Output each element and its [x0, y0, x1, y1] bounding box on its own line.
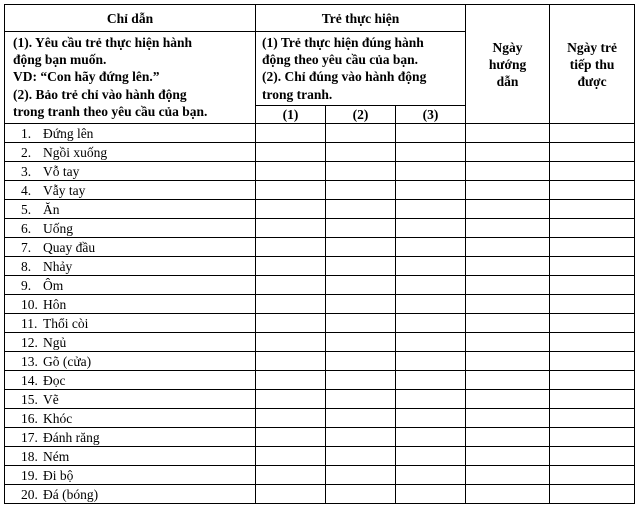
table-row [5, 143, 635, 162]
entry-cell[interactable] [256, 390, 326, 409]
table-row [5, 238, 635, 257]
table-row [5, 352, 635, 371]
entry-cell[interactable] [466, 143, 550, 162]
instruction-line: (1). Yêu cầu trẻ thực hiện hành [13, 35, 192, 50]
instruction-line: (2). Bảo trẻ chỉ vào hành động [13, 86, 187, 102]
table-row [5, 162, 635, 181]
entry-cell[interactable] [326, 181, 396, 200]
item-number: 20. [21, 486, 38, 502]
action-label-cell [5, 276, 256, 295]
item-number: 15. [21, 391, 38, 407]
action-label-cell [5, 333, 256, 352]
date-received-header [550, 5, 635, 124]
entry-cell[interactable] [466, 257, 550, 276]
entry-cell[interactable] [256, 466, 326, 485]
table-row [5, 466, 635, 485]
entry-cell[interactable] [396, 428, 466, 447]
entry-cell[interactable] [256, 371, 326, 390]
item-label: Đọc [43, 372, 66, 388]
entry-cell[interactable] [396, 276, 466, 295]
entry-cell[interactable] [256, 428, 326, 447]
item-label: Ném [43, 448, 70, 464]
table-row [5, 390, 635, 409]
action-label-cell [5, 409, 256, 428]
item-label: Ăn [43, 201, 60, 217]
table-row [5, 124, 635, 143]
entry-cell[interactable] [326, 428, 396, 447]
entry-cell[interactable] [256, 162, 326, 181]
entry-cell[interactable] [396, 314, 466, 333]
item-rows [5, 124, 635, 504]
entry-cell[interactable] [550, 162, 635, 181]
action-label-cell [5, 314, 256, 333]
item-label: Đánh răng [43, 429, 100, 445]
entry-cell[interactable] [550, 333, 635, 352]
table-row [5, 485, 635, 504]
entry-cell[interactable] [326, 371, 396, 390]
item-number: 11. [21, 315, 38, 331]
entry-cell[interactable] [466, 162, 550, 181]
entry-cell[interactable] [256, 295, 326, 314]
child-line: (2). Chỉ đúng vào hành động [262, 69, 427, 85]
action-label-cell [5, 200, 256, 219]
entry-cell[interactable] [550, 352, 635, 371]
entry-cell[interactable] [326, 219, 396, 238]
checklist-table [4, 4, 635, 504]
entry-cell[interactable] [326, 200, 396, 219]
item-label: Uống [43, 220, 73, 236]
item-number: 19. [21, 467, 38, 483]
entry-cell[interactable] [550, 314, 635, 333]
instruction-line: VD: “Con hãy đứng lên.” [13, 69, 160, 85]
entry-cell[interactable] [396, 409, 466, 428]
item-number: 9. [21, 277, 32, 293]
table-row [5, 371, 635, 390]
entry-cell[interactable] [256, 409, 326, 428]
entry-cell[interactable] [466, 314, 550, 333]
entry-cell[interactable] [550, 143, 635, 162]
entry-cell[interactable] [396, 238, 466, 257]
subcolumn-3: (3) [396, 106, 466, 124]
item-label: Vỗ tay [43, 163, 80, 179]
entry-cell[interactable] [550, 390, 635, 409]
table-row [5, 428, 635, 447]
item-number: 16. [21, 410, 38, 426]
item-number: 2. [21, 144, 32, 160]
action-label-cell [5, 181, 256, 200]
entry-cell[interactable] [550, 276, 635, 295]
item-label: Gõ (cửa) [43, 353, 92, 369]
entry-cell[interactable] [256, 314, 326, 333]
entry-cell[interactable] [466, 352, 550, 371]
child-line: động theo yêu cầu của bạn. [262, 52, 419, 68]
entry-cell[interactable] [396, 219, 466, 238]
table-row [5, 276, 635, 295]
entry-cell[interactable] [326, 333, 396, 352]
entry-cell[interactable] [326, 466, 396, 485]
item-label: Quay đầu [43, 239, 96, 255]
item-number: 1. [21, 125, 32, 141]
entry-cell[interactable] [396, 333, 466, 352]
entry-cell[interactable] [466, 181, 550, 200]
entry-cell[interactable] [466, 409, 550, 428]
entry-cell[interactable] [396, 295, 466, 314]
item-number: 10. [21, 296, 38, 312]
item-number: 6. [21, 220, 32, 236]
entry-cell[interactable] [396, 200, 466, 219]
entry-cell[interactable] [326, 238, 396, 257]
entry-cell[interactable] [326, 257, 396, 276]
entry-cell[interactable] [256, 333, 326, 352]
item-label: Hôn [43, 296, 67, 312]
item-number: 14. [21, 372, 38, 388]
table-row [5, 295, 635, 314]
child-performs-header: Trẻ thực hiện [256, 5, 466, 32]
entry-cell[interactable] [550, 485, 635, 504]
action-label-cell [5, 143, 256, 162]
item-number: 12. [21, 334, 38, 350]
entry-cell[interactable] [256, 181, 326, 200]
table-row [5, 219, 635, 238]
instruction-line: động bạn muốn. [13, 52, 107, 68]
item-label: Thổi còi [43, 315, 89, 331]
entry-cell[interactable] [256, 447, 326, 466]
date-guided-line: Ngày [492, 39, 523, 55]
subcolumn-1: (1) [256, 106, 326, 124]
child-line: trong tranh. [262, 86, 333, 102]
header-row [5, 5, 635, 32]
entry-cell[interactable] [256, 485, 326, 504]
entry-cell[interactable] [256, 219, 326, 238]
entry-cell[interactable] [550, 200, 635, 219]
entry-cell[interactable] [466, 200, 550, 219]
date-received-line: được [577, 73, 607, 89]
entry-cell[interactable] [550, 371, 635, 390]
entry-cell[interactable] [466, 466, 550, 485]
action-label-cell [5, 466, 256, 485]
entry-cell[interactable] [326, 485, 396, 504]
entry-cell[interactable] [550, 428, 635, 447]
item-label: Đá (bóng) [43, 486, 99, 502]
item-label: Vẽ [43, 391, 59, 407]
table-row [5, 200, 635, 219]
entry-cell[interactable] [466, 219, 550, 238]
date-guided-line: hướng [488, 56, 527, 72]
instruction-description [5, 32, 256, 124]
entry-cell[interactable] [396, 124, 466, 143]
entry-cell[interactable] [396, 181, 466, 200]
action-label-cell [5, 257, 256, 276]
table-row [5, 314, 635, 333]
instruction-line: trong tranh theo yêu cầu của bạn. [13, 103, 208, 119]
entry-cell[interactable] [396, 143, 466, 162]
entry-cell[interactable] [550, 219, 635, 238]
entry-cell[interactable] [326, 314, 396, 333]
item-label: Đứng lên [43, 125, 94, 141]
entry-cell[interactable] [396, 371, 466, 390]
date-received-line: Ngày trẻ [567, 39, 617, 55]
action-label-cell [5, 352, 256, 371]
entry-cell[interactable] [466, 371, 550, 390]
entry-cell[interactable] [396, 447, 466, 466]
table-row [5, 257, 635, 276]
entry-cell[interactable] [396, 390, 466, 409]
entry-cell[interactable] [466, 333, 550, 352]
date-guided-line: dẫn [496, 73, 519, 89]
entry-cell[interactable] [466, 428, 550, 447]
action-label-cell [5, 485, 256, 504]
item-label: Ôm [43, 277, 64, 293]
action-label-cell [5, 371, 256, 390]
action-label-cell [5, 124, 256, 143]
item-label: Nhảy [43, 258, 73, 274]
action-label-cell [5, 428, 256, 447]
item-label: Vẫy tay [43, 182, 86, 198]
item-label: Ngồi xuống [43, 144, 108, 160]
action-label-cell [5, 162, 256, 181]
item-label: Khóc [43, 410, 73, 426]
entry-cell[interactable] [326, 162, 396, 181]
entry-cell[interactable] [550, 295, 635, 314]
entry-cell[interactable] [550, 466, 635, 485]
entry-cell[interactable] [396, 485, 466, 504]
entry-cell[interactable] [256, 276, 326, 295]
date-received-line: tiếp thu [569, 56, 615, 72]
action-label-cell [5, 219, 256, 238]
table-row [5, 181, 635, 200]
table-row [5, 447, 635, 466]
entry-cell[interactable] [550, 447, 635, 466]
entry-cell[interactable] [466, 124, 550, 143]
entry-cell[interactable] [256, 124, 326, 143]
entry-cell[interactable] [466, 276, 550, 295]
action-label-cell [5, 447, 256, 466]
child-line: (1) Trẻ thực hiện đúng hành [262, 35, 424, 50]
entry-cell[interactable] [326, 124, 396, 143]
child-description [256, 32, 466, 106]
entry-cell[interactable] [466, 390, 550, 409]
entry-cell[interactable] [550, 181, 635, 200]
date-guided-header [466, 5, 550, 124]
entry-cell[interactable] [466, 447, 550, 466]
item-label: Ngủ [43, 334, 67, 350]
action-label-cell [5, 390, 256, 409]
entry-cell[interactable] [550, 257, 635, 276]
entry-cell[interactable] [256, 143, 326, 162]
instruction-header: Chỉ dẫn [5, 5, 256, 32]
entry-cell[interactable] [396, 352, 466, 371]
entry-cell[interactable] [550, 409, 635, 428]
entry-cell[interactable] [256, 352, 326, 371]
item-number: 17. [21, 429, 38, 445]
item-number: 3. [21, 163, 32, 179]
entry-cell[interactable] [550, 124, 635, 143]
entry-cell[interactable] [396, 162, 466, 181]
item-number: 13. [21, 353, 38, 369]
table-row [5, 409, 635, 428]
entry-cell[interactable] [326, 143, 396, 162]
item-label: Đi bộ [43, 467, 74, 483]
entry-cell[interactable] [466, 485, 550, 504]
entry-cell[interactable] [326, 447, 396, 466]
entry-cell[interactable] [326, 295, 396, 314]
entry-cell[interactable] [550, 238, 635, 257]
table-row [5, 333, 635, 352]
action-label-cell [5, 295, 256, 314]
entry-cell[interactable] [256, 238, 326, 257]
entry-cell[interactable] [466, 295, 550, 314]
entry-cell[interactable] [466, 238, 550, 257]
entry-cell[interactable] [326, 352, 396, 371]
item-number: 5. [21, 201, 32, 217]
item-number: 8. [21, 258, 32, 274]
action-label-cell [5, 238, 256, 257]
subcolumn-2: (2) [326, 106, 396, 124]
entry-cell[interactable] [396, 257, 466, 276]
entry-cell[interactable] [396, 466, 466, 485]
entry-cell[interactable] [326, 276, 396, 295]
item-number: 4. [21, 182, 32, 198]
entry-cell[interactable] [326, 409, 396, 428]
item-number: 18. [21, 448, 38, 464]
entry-cell[interactable] [326, 390, 396, 409]
entry-cell[interactable] [256, 200, 326, 219]
item-number: 7. [21, 239, 32, 255]
entry-cell[interactable] [256, 257, 326, 276]
